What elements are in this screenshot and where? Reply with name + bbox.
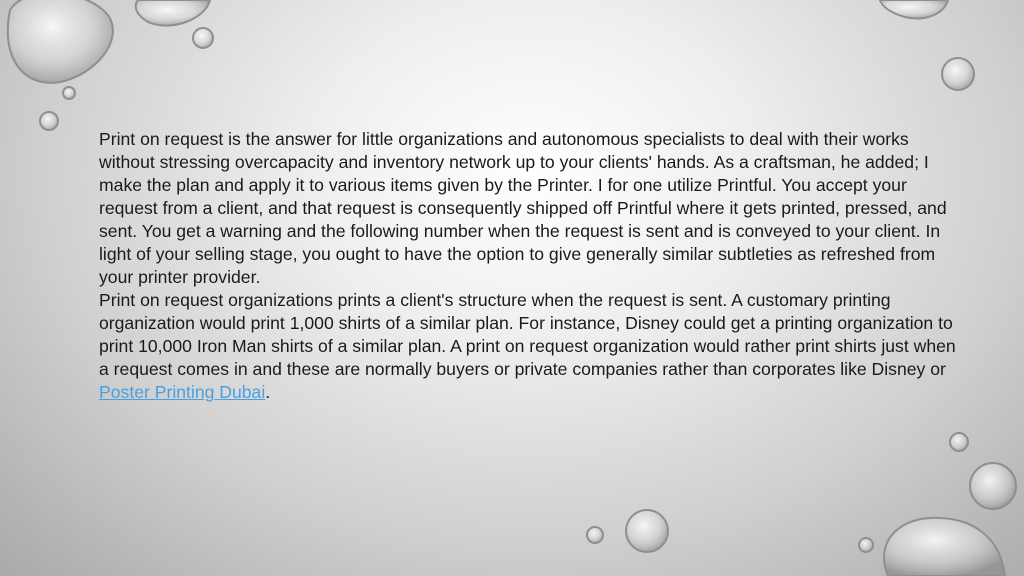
large-drop — [8, 0, 113, 83]
paragraph — [99, 289, 969, 404]
paragraph-end: . — [265, 382, 271, 402]
poster-printing-dubai-link[interactable]: Poster Printing Dubai — [99, 382, 266, 402]
large-drop — [884, 518, 1005, 576]
drop — [40, 112, 58, 130]
slide-body-text — [99, 128, 969, 404]
drop — [626, 510, 668, 552]
drop — [587, 527, 603, 543]
drop — [859, 538, 873, 552]
drop — [942, 58, 974, 90]
paragraph: Print on request is the answer for little organizations and autonomous specialists to deal with their works without stressing overcapacity and inventory network up to your clients' hands. As a craftsman, he added; I make the plan and apply it to various items given by the Printer. I for one utilize Printful. You accept your request from a client, and that request is consequently shipped off Printful where it gets printed, pressed, and sent. You get a warning and the following number when the request is sent and is conveyed to your client. In light of your selling stage, you ought to have the option to give generally similar subtleties as refreshed from your printer provider. — [99, 129, 947, 287]
drop — [63, 87, 75, 99]
paragraph-text: Print on request organizations prints a client's structure when the request is sent. A customary printing organization would print 1,000 shirts of a similar plan. For instance, Disney could get a printing organization to print 10,000 Iron Man shirts of a similar plan. A print on request organization would rather print shirts just when a request comes in and these are normally buyers or private companies rather than corporates like Disney or — [99, 290, 956, 379]
drop — [136, 0, 210, 26]
drop — [970, 463, 1016, 509]
top-left-drops — [8, 0, 213, 130]
bottom-drops — [587, 433, 1016, 576]
drop — [193, 28, 213, 48]
drop — [950, 433, 968, 451]
drop — [880, 0, 948, 18]
top-right-drops — [880, 0, 974, 90]
